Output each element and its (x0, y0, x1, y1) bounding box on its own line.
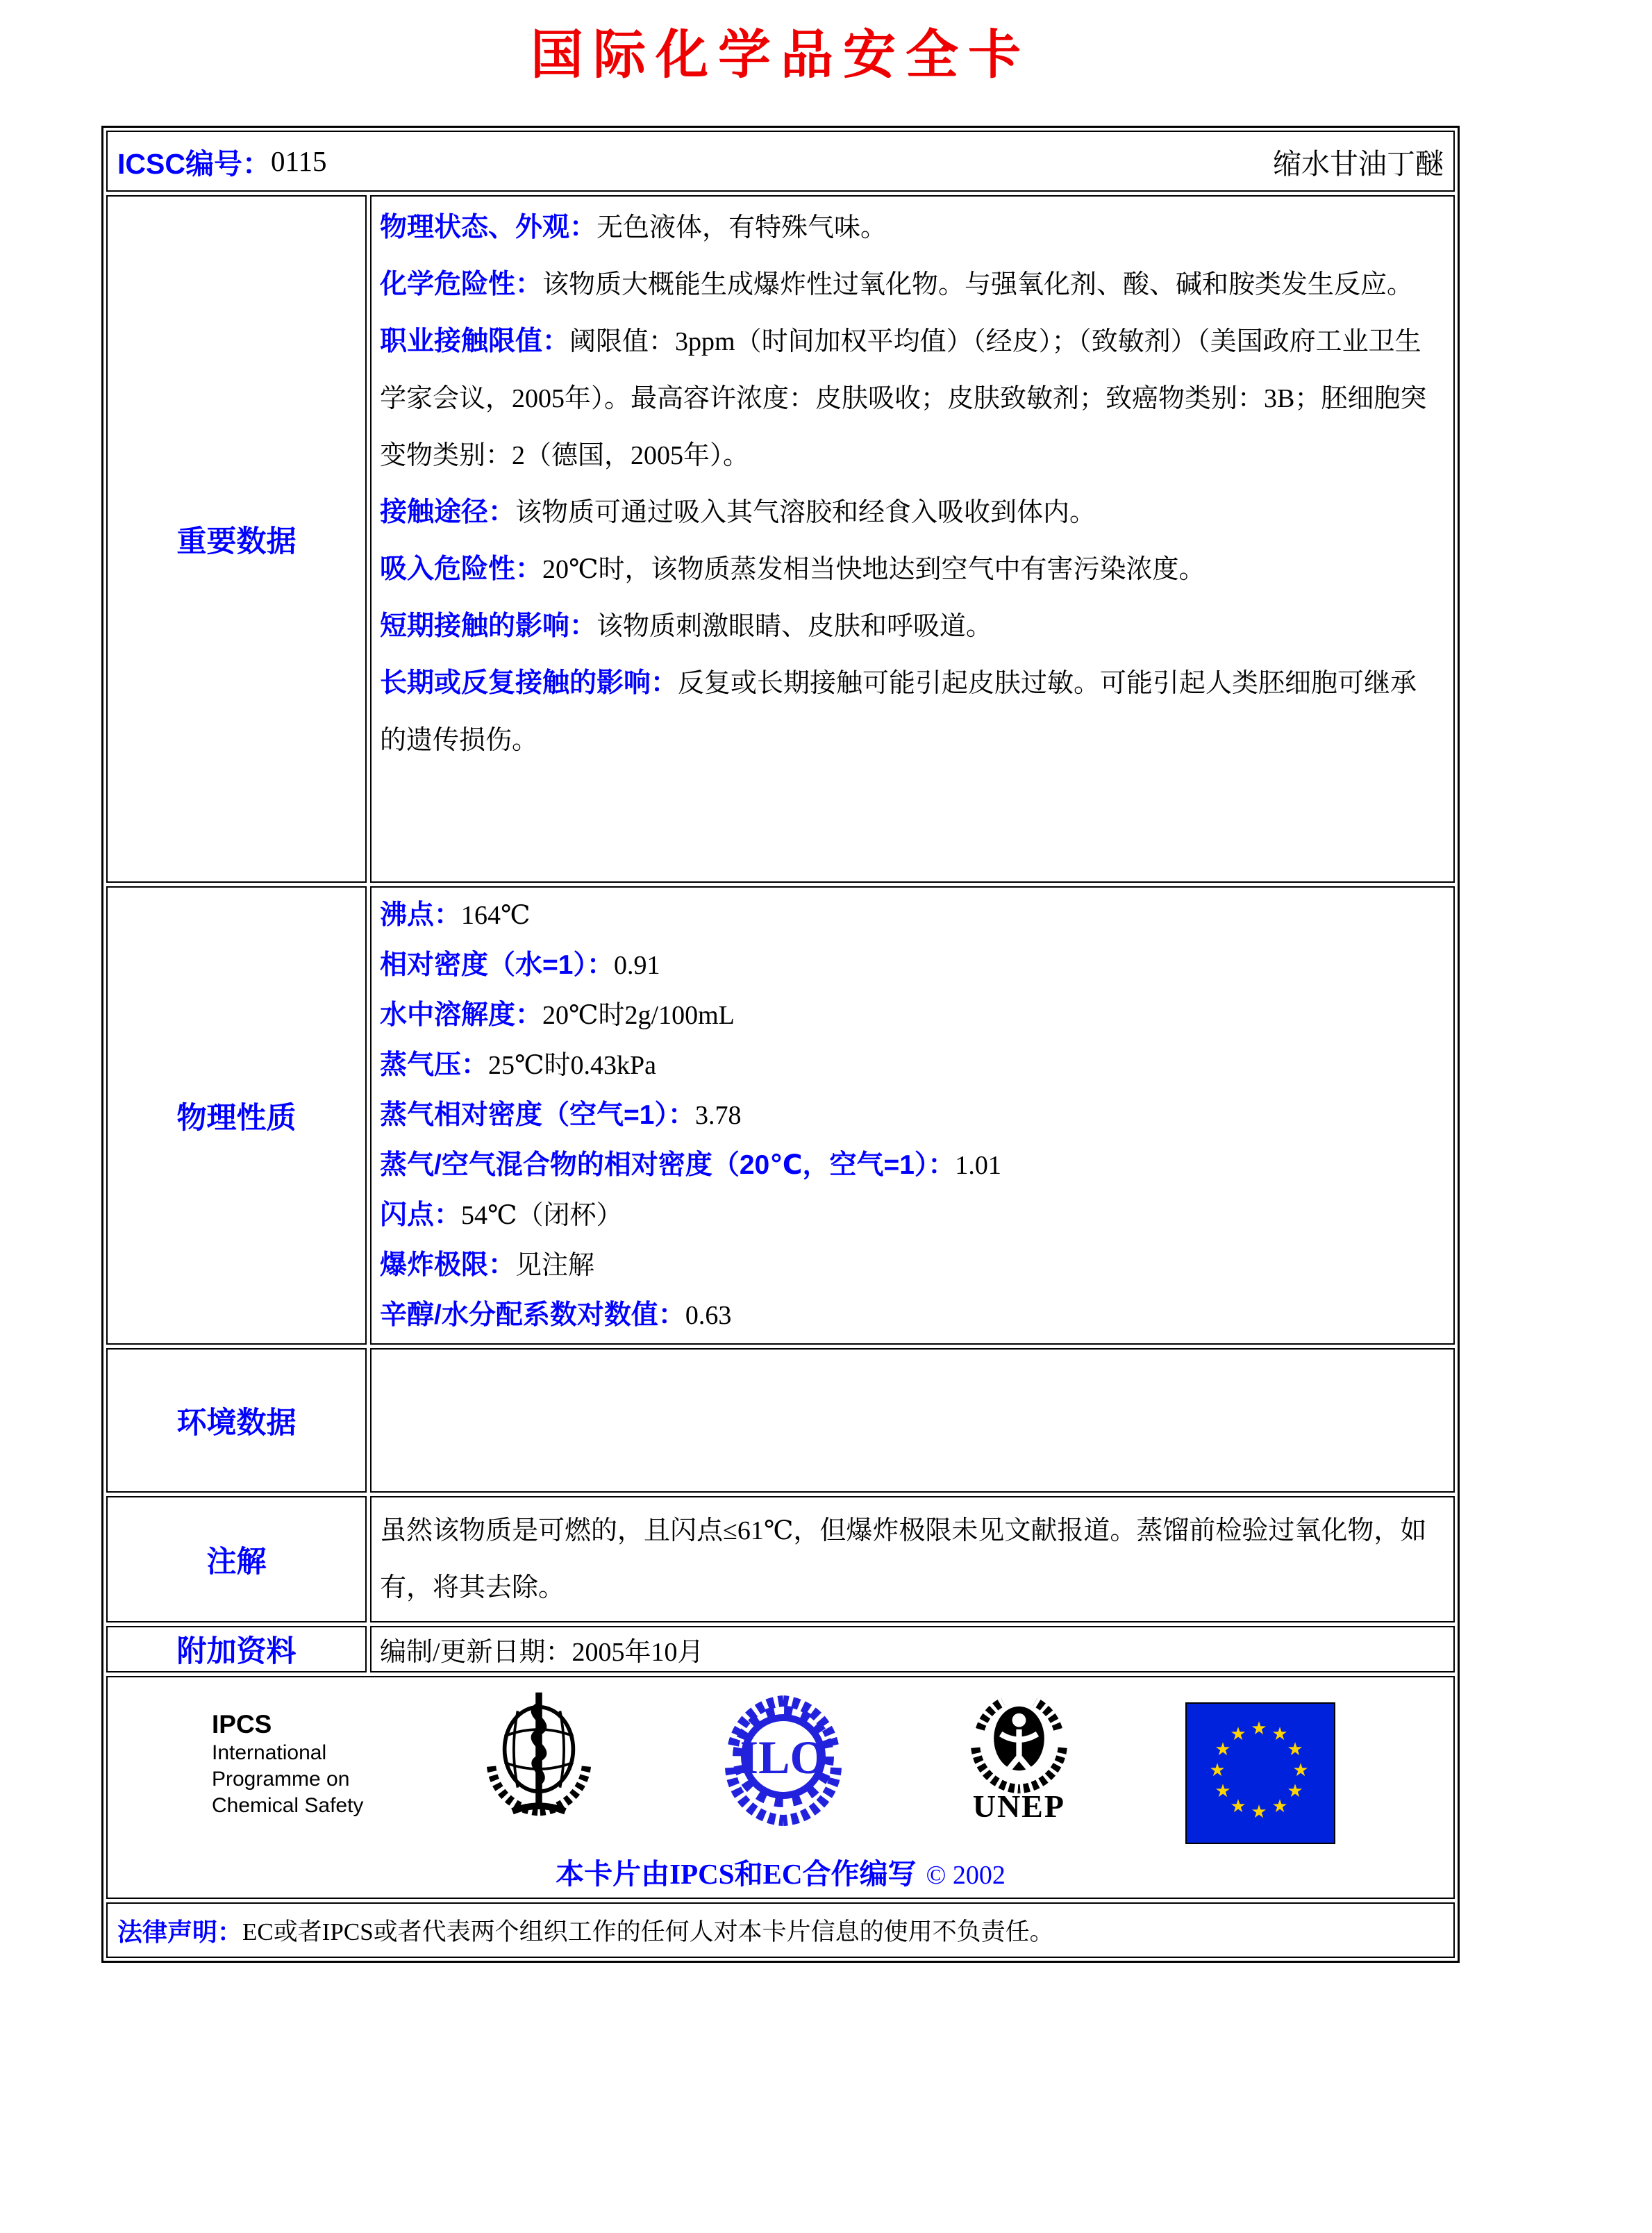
property-value: 3.78 (694, 1101, 742, 1130)
legal-cell (106, 1902, 1455, 1958)
property-label: 物理状态、外观： (380, 213, 597, 242)
ilo-letters: ILO (740, 1731, 827, 1784)
svg-text:★: ★ (1215, 1781, 1231, 1802)
property-line (380, 256, 1442, 313)
unep-wordmark: UNEP (972, 1788, 1065, 1824)
legal-row (106, 1902, 1455, 1958)
property-line (380, 1090, 1442, 1140)
property-label: 水中溶解度： (380, 1000, 543, 1030)
credit-text: 本卡片由IPCS和EC合作编写 (556, 1858, 917, 1890)
important-data-content (370, 195, 1455, 883)
property-line (380, 1190, 1442, 1240)
icsc-number-value: 0115 (270, 145, 327, 177)
property-line (380, 1240, 1442, 1290)
header-row (106, 131, 1455, 192)
icsc-number-label: ICSC编号： (117, 147, 271, 180)
svg-text:★: ★ (1230, 1796, 1246, 1817)
ilo-logo-icon (714, 1690, 853, 1832)
environmental-data-row (106, 1348, 1455, 1493)
property-value: 164℃ (461, 901, 531, 930)
notes-section-label: 注解 (106, 1496, 367, 1622)
notes-row (106, 1496, 1455, 1622)
property-value: 该物质大概能生成爆炸性过氧化物。与强氧化剂、酸、碱和胺类发生反应。 (542, 270, 1414, 299)
property-value: 该物质可通过吸入其气溶胶和经食入吸收到体内。 (515, 498, 1096, 527)
property-value: 1.01 (955, 1151, 1001, 1180)
property-value: 20℃时，该物质蒸发相当快地达到空气中有害污染浓度。 (542, 555, 1205, 584)
copyright-text: © 2002 (926, 1861, 1006, 1890)
additional-info-section-label: 附加资料 (106, 1626, 367, 1672)
property-line (380, 313, 1442, 484)
svg-text:★: ★ (1251, 1718, 1267, 1739)
property-value: 见注解 (515, 1251, 595, 1280)
svg-text:★: ★ (1271, 1796, 1288, 1817)
property-label: 吸入危险性： (380, 554, 543, 584)
unep-logo-icon (962, 1690, 1076, 1794)
property-value: 54℃（闭杯） (461, 1201, 623, 1230)
property-value: 0.63 (685, 1301, 732, 1330)
property-line (380, 541, 1442, 598)
legal-label: 法律声明： (117, 1917, 243, 1946)
physical-properties-content (370, 886, 1455, 1345)
physical-properties-section-label: 物理性质 (106, 886, 367, 1345)
property-line (380, 1040, 1442, 1090)
property-label: 短期接触的影响： (380, 611, 597, 641)
additional-info-row (106, 1626, 1455, 1672)
chemical-name: 缩水甘油丁醚 (1273, 147, 1444, 180)
property-value: 0.91 (613, 951, 660, 980)
important-data-section-label: 重要数据 (106, 195, 367, 883)
property-line (380, 1140, 1442, 1190)
property-label: 辛醇/水分配系数对数值： (380, 1300, 685, 1330)
property-value: 无色液体，有特殊气味。 (596, 213, 887, 242)
eu-flag-icon (1185, 1702, 1335, 1844)
additional-info-content (370, 1626, 1455, 1672)
important-data-row (106, 195, 1455, 883)
environmental-data-section-label: 环境数据 (106, 1348, 367, 1493)
logos-cell (106, 1676, 1455, 1899)
notes-text: 虽然该物质是可燃的，且闪点≤61℃，但爆炸极限未见文献报道。蒸馏前检验过氧化物，如有，将其去除。 (380, 1516, 1427, 1602)
svg-text:★: ★ (1209, 1760, 1226, 1781)
header-cell (106, 131, 1455, 192)
ipcs-logo-text (212, 1690, 363, 1819)
ipcs-line: Chemical Safety (212, 1794, 364, 1817)
property-line (380, 655, 1442, 769)
property-label: 接触途径： (380, 497, 516, 527)
logos-row (106, 1676, 1455, 1899)
property-value: 20℃时2g/100mL (542, 1001, 735, 1030)
icsc-number-group (117, 141, 326, 182)
property-line (380, 990, 1442, 1040)
property-line (380, 598, 1442, 655)
unep-logo (962, 1690, 1076, 1823)
property-label: 爆炸极限： (380, 1250, 516, 1280)
svg-text:★: ★ (1287, 1739, 1303, 1760)
property-value: 该物质刺激眼睛、皮肤和呼吸道。 (596, 612, 993, 641)
credit-line (108, 1851, 1453, 1892)
svg-text:★: ★ (1230, 1724, 1246, 1745)
ipcs-line: International (212, 1741, 327, 1764)
ipcs-line: Programme on (212, 1768, 350, 1791)
page-title: 国际化学品安全卡 (531, 26, 1031, 85)
safety-card-table (101, 126, 1460, 1963)
property-label: 蒸气/空气混合物的相对密度（20℃，空气=1）： (380, 1150, 956, 1180)
property-label: 相对密度（水=1）： (380, 950, 614, 980)
legal-text: EC或者IPCS或者代表两个组织工作的任何人对本卡片信息的使用不负责任。 (242, 1918, 1054, 1945)
ipcs-acronym: IPCS (212, 1710, 272, 1738)
svg-text:★: ★ (1287, 1781, 1303, 1802)
property-label: 长期或反复接触的影响： (380, 668, 678, 698)
svg-text:★: ★ (1251, 1802, 1267, 1823)
property-label: 闪点： (380, 1200, 462, 1230)
property-line (380, 484, 1442, 541)
property-line (380, 890, 1442, 940)
notes-content (370, 1496, 1455, 1622)
who-logo-icon (473, 1690, 605, 1825)
property-label: 蒸气相对密度（空气=1）： (380, 1100, 695, 1130)
update-date-text: 编制/更新日期：2005年10月 (380, 1638, 704, 1667)
svg-text:★: ★ (1271, 1724, 1288, 1745)
physical-properties-row (106, 886, 1455, 1345)
property-label: 化学危险性： (380, 269, 543, 299)
property-label: 蒸气压： (380, 1050, 489, 1080)
property-value: 阈限值：3ppm（时间加权平均值）（经皮）；（致敏剂）（美国政府工业卫生学家会议，2005年）。最高容许浓度：皮肤吸收；皮肤致敏剂；致癌物类别：3B；胚细胞突变物类别：2（德国，2005年）。 (380, 327, 1427, 470)
svg-text:★: ★ (1215, 1739, 1231, 1760)
property-line (380, 940, 1442, 990)
environmental-data-content (370, 1348, 1455, 1493)
property-value: 25℃时0.43kPa (488, 1051, 657, 1080)
property-line (380, 1290, 1442, 1340)
property-line (380, 199, 1442, 256)
svg-text:★: ★ (1292, 1760, 1309, 1781)
logos-band (108, 1684, 1453, 1844)
property-value: 反复或长期接触可能引起皮肤过敏。可能引起人类胚细胞可继承的遗传损伤。 (380, 669, 1417, 755)
property-label: 沸点： (380, 900, 462, 930)
property-label: 职业接触限值： (380, 326, 570, 356)
